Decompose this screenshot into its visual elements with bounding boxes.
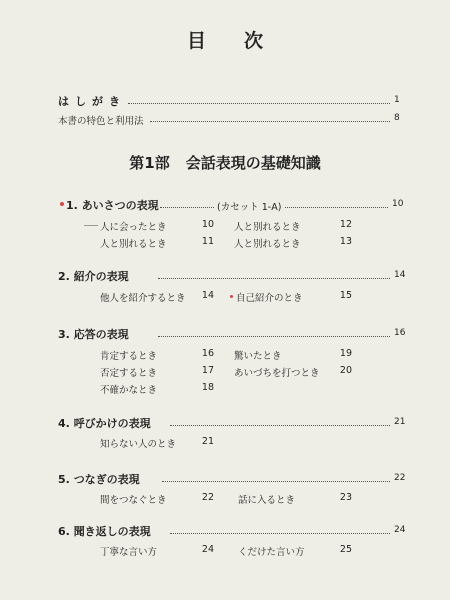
- subentry-label: 肯定するとき: [100, 351, 158, 362]
- subentry-label: 人と別れるとき: [234, 222, 301, 233]
- subentry-label: くだけた言い方: [238, 547, 305, 558]
- leader-dots: [128, 103, 390, 104]
- subentry-label: 丁寧な言い方: [100, 547, 158, 558]
- subentry-label: 不確かなとき: [100, 385, 158, 396]
- subentry-page: 22: [201, 492, 214, 503]
- subentry-label: 人と別れるとき: [100, 239, 167, 250]
- subentry-label: 否定するとき: [100, 368, 158, 379]
- part-title: 会話表現の基礎知識: [185, 154, 321, 172]
- subentry-page: 24: [201, 544, 214, 555]
- leader-dots: [158, 278, 390, 279]
- subentry-page: 23: [339, 492, 352, 503]
- subentry-page: 25: [339, 544, 352, 555]
- toc-title: 目次: [186, 30, 301, 52]
- subentry-label: 話に入るとき: [238, 495, 296, 506]
- red-mark: [60, 202, 64, 206]
- subentry-page: 10: [201, 219, 214, 230]
- page-number: 22: [394, 473, 406, 483]
- section-heading-3: 3. 応答の表現: [58, 328, 129, 341]
- subentry-label: あいづちを打つとき: [234, 368, 320, 379]
- subentry-label: 驚いたとき: [234, 351, 282, 362]
- leader-dots: [170, 533, 390, 534]
- leader-dots: [162, 481, 390, 482]
- toc-entry-preface: はしがき: [58, 95, 126, 108]
- part-label: 第1部: [129, 154, 170, 172]
- leader-dots: [150, 121, 390, 122]
- subentry-label: 間をつなぐとき: [100, 495, 167, 506]
- subentry-label: 知らない人のとき: [100, 439, 177, 450]
- page-number: 24: [394, 525, 406, 535]
- subentry-page: 16: [201, 348, 214, 359]
- subentry-page: 20: [339, 365, 352, 376]
- subentry-page: 17: [201, 365, 214, 376]
- leader-dots: [158, 336, 390, 337]
- subentry-page: 19: [339, 348, 352, 359]
- subentry-label: 他人を紹介するとき: [100, 293, 186, 304]
- page-number: 16: [394, 328, 406, 338]
- dash-rule: [84, 225, 98, 226]
- page-number: 21: [394, 417, 406, 427]
- page-number: 10: [392, 199, 404, 209]
- section-heading-1: 1. あいさつの表現: [66, 199, 159, 212]
- subentry-page: 13: [339, 236, 352, 247]
- subentry-label: 人と別れるとき: [234, 239, 301, 250]
- red-mark: [230, 295, 233, 298]
- section-heading-5: 5. つなぎの表現: [58, 473, 140, 486]
- subentry-page: 15: [339, 290, 352, 301]
- page-number: 8: [394, 113, 400, 123]
- page-number: 14: [394, 270, 406, 280]
- section-heading-4: 4. 呼びかけの表現: [58, 417, 151, 430]
- subentry-page: 18: [201, 382, 214, 393]
- subentry-label: 人に会ったとき: [100, 222, 167, 233]
- subentry-label: 自己紹介のとき: [236, 293, 303, 304]
- subentry-page: 12: [339, 219, 352, 230]
- cassette-note: (カセット 1-A): [214, 199, 284, 213]
- section-heading-2: 2. 紹介の表現: [58, 270, 129, 283]
- toc-entry-features: 本書の特色と利用法: [58, 116, 144, 127]
- subentry-page: 21: [201, 436, 214, 447]
- section-heading-6: 6. 聞き返しの表現: [58, 525, 151, 538]
- subentry-page: 11: [201, 236, 214, 247]
- part-heading: [0, 152, 450, 173]
- subentry-page: 14: [201, 290, 214, 301]
- leader-dots: [170, 425, 390, 426]
- page-number: 1: [394, 95, 400, 105]
